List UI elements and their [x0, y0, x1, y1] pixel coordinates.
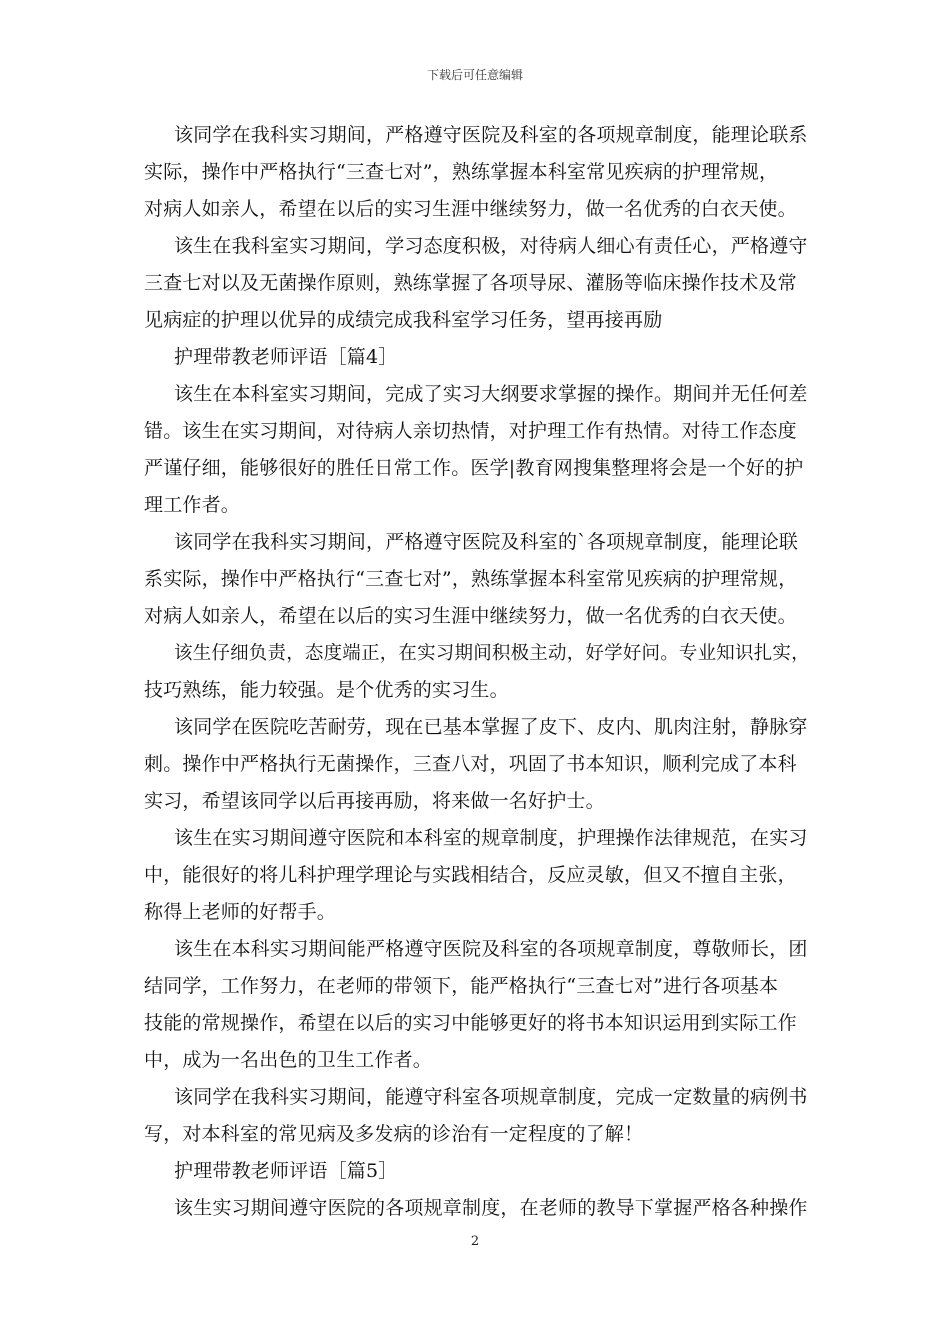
text-line: 中，成为一名出色的卫生工作者。 — [144, 1049, 433, 1071]
text-line: 对病人如亲人，希望在以后的实习生涯中继续努力，做一名优秀的白衣天使。 — [144, 198, 797, 220]
text-line: 中，能很好的将儿科护理学理论与实践相结合，反应灵敏，但又不擅自主张， — [144, 864, 797, 886]
text-line: 该生在实习期间遵守医院和本科室的规章制度，护理操作法律规范，在实习 — [174, 827, 808, 849]
text-line: 该生在本科室实习期间，完成了实习大纲要求掌握的操作。期间并无任何差 — [174, 383, 808, 405]
text-line: 刺。操作中严格执行无菌操作，三查八对，巩固了书本知识，顺利完成了本科 — [144, 753, 797, 775]
text-line: 对病人如亲人，希望在以后的实习生涯中继续努力，做一名优秀的白衣天使。 — [144, 605, 797, 627]
text-line: 该生仔细负责，态度端正，在实习期间积极主动，好学好问。专业知识扎实， — [174, 643, 810, 664]
text-line: 称得上老师的好帮手。 — [144, 901, 337, 923]
text-line: 该同学在我科实习期间，能遵守科室各项规章制度，完成一定数量的病例书 — [174, 1086, 808, 1108]
text-line: 该生实习期间遵守医院的各项规章制度，在老师的教导下掌握严格各种操作 — [174, 1197, 808, 1219]
text-line: 该生在我科室实习期间，学习态度积极，对待病人细心有责任心，严格遵守 — [174, 235, 808, 257]
page-header: 下载后可任意编辑 — [426, 68, 523, 82]
text-line: 该同学在我科实习期间，严格遵守医院及科室的`各项规章制度，能理论联 — [174, 531, 799, 553]
document-body — [144, 117, 820, 1227]
text-line: 技巧熟练，能力较强。是个优秀的实习生。 — [144, 679, 509, 701]
text-line: 写，对本科室的常见病及多发病的诊治有一定程度的了解！ — [144, 1123, 644, 1145]
text-line: 护理带教老师评语［篇5］ — [174, 1160, 398, 1182]
text-line: 实际，操作中严格执行“三查七对”，熟练掌握本科室常见疾病的护理常规， — [144, 161, 779, 183]
text-line: 实习，希望该同学以后再接再励，将来做一名好护士。 — [144, 790, 605, 812]
text-line: 结同学，工作努力，在老师的带领下，能严格执行“三查七对”进行各项基本 — [144, 975, 779, 997]
text-line: 该生在本科实习期间能严格遵守医院及科室的各项规章制度，尊敬师长，团 — [174, 938, 808, 960]
text-line: 该同学在我科实习期间，严格遵守医院及科室的各项规章制度，能理论联系 — [174, 124, 808, 146]
text-line: 系实际，操作中严格执行“三查七对”，熟练掌握本科室常见疾病的护理常规， — [144, 568, 798, 590]
text-line: 错。该生在实习期间，对待病人亲切热情，对护理工作有热情。对待工作态度 — [144, 420, 797, 442]
text-line: 护理带教老师评语［篇4］ — [174, 346, 398, 368]
text-line: 三查七对以及无菌操作原则，熟练掌握了各项导尿、灌肠等临床操作技术及常 — [144, 272, 797, 294]
text-line: 严谨仔细，能够很好的胜任日常工作。医学|教育网搜集整理将会是一个好的护 — [144, 457, 804, 479]
text-line: 见病症的护理以优异的成绩完成我科室学习任务，望再接再励 — [144, 309, 663, 331]
text-line: 技能的常规操作，希望在以后的实习中能够更好的将书本知识运用到实际工作 — [144, 1012, 797, 1034]
page-number: 2 — [470, 1234, 480, 1249]
text-line: 该同学在医院吃苦耐劳，现在已基本掌握了皮下、皮内、肌肉注射，静脉穿 — [174, 716, 808, 738]
text-line: 理工作者。 — [144, 494, 241, 516]
